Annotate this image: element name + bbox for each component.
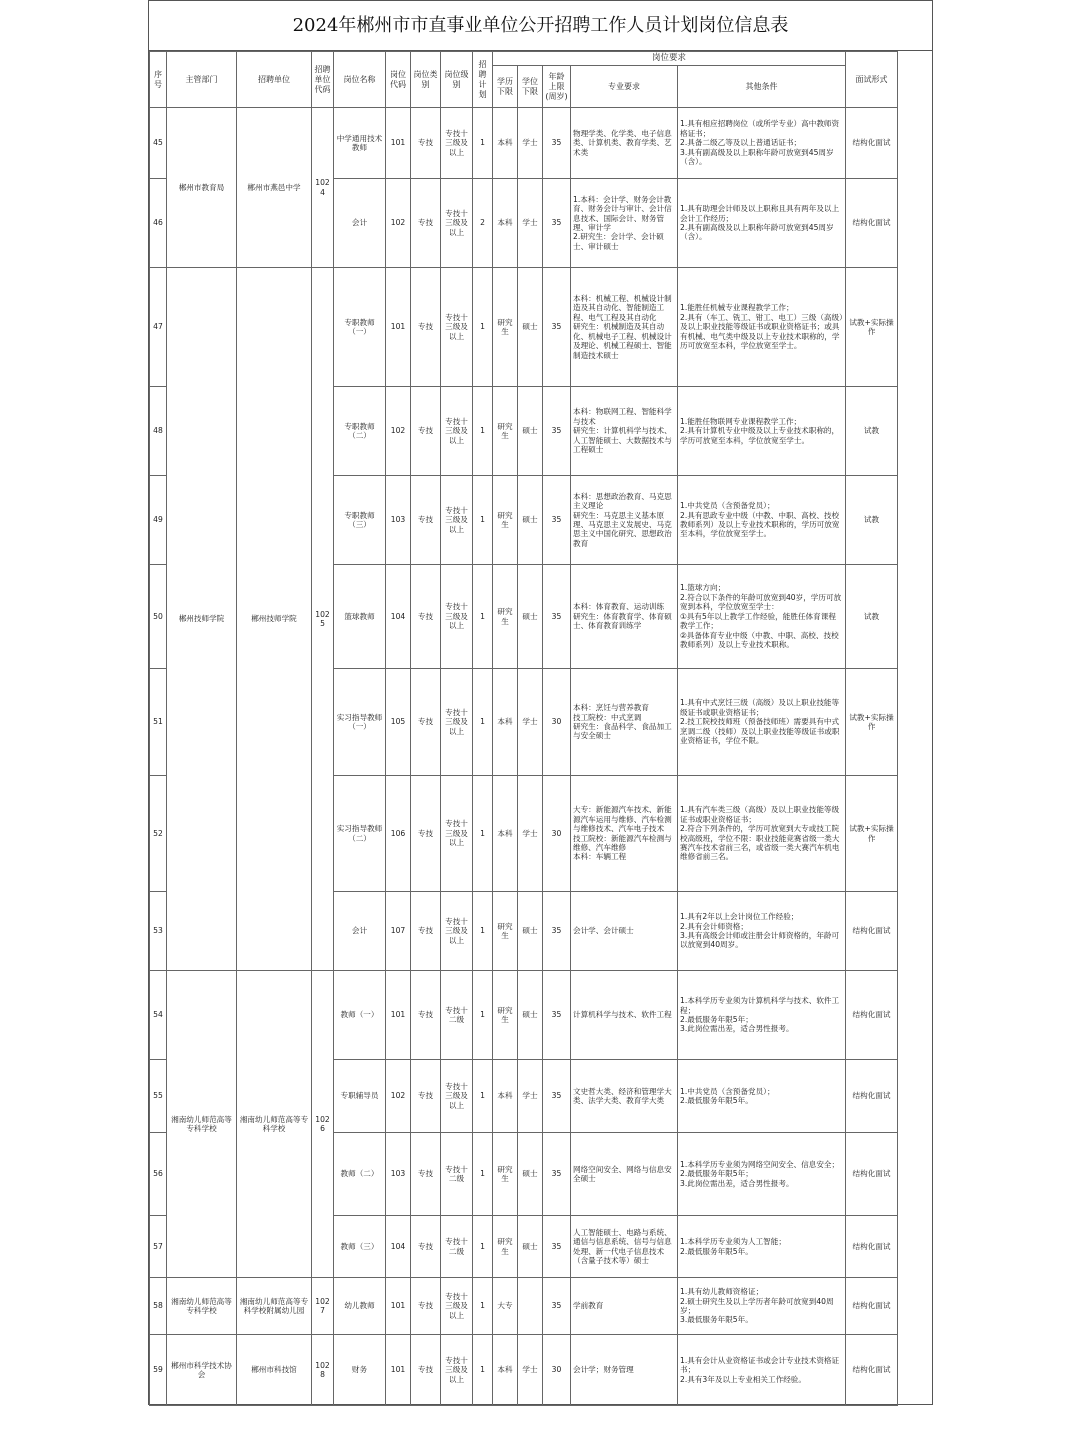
cell-age: 35 (543, 1278, 571, 1335)
cell-post-type: 专技 (411, 1216, 441, 1278)
cell-post-level: 专技十三级及以上 (441, 268, 473, 387)
header-interview: 面试形式 (846, 52, 898, 108)
cell-seq: 59 (150, 1335, 167, 1406)
cell-major: 人工智能硕士、电路与系统、通信与信息系统、信号与信息处理、新一代电子信息技术（含量子技术等）硕士 (571, 1216, 678, 1278)
cell-interview: 结构化面试 (846, 1060, 898, 1133)
cell-unit-code: 1026 (312, 971, 334, 1278)
cell-major: 物理学类、化学类、电子信息类、计算机类、教育学类、艺术类 (571, 108, 678, 179)
cell-seq: 55 (150, 1060, 167, 1133)
cell-edu: 本科 (493, 1060, 518, 1133)
cell-post-code: 107 (386, 892, 411, 971)
cell-major: 本科：思想政治教育、马克思主义理论 研究生：马克思主义基本原理、马克思主义发展史、马克思主义中国化研究、思想政治教育 (571, 476, 678, 565)
cell-edu: 本科 (493, 669, 518, 776)
cell-post-level: 专技十二级 (441, 971, 473, 1060)
cell-other: 1.具有汽车类三级（高级）及以上职业技能等级证书或职业资格证书； 2.符合下列条件的，学历可放宽到大专或技工院校高级班，学位不限：职业技能竞赛省级一类大赛汽车技术省前三名，或省级一类大赛汽车机电维修省前三名。 (678, 776, 846, 892)
header-edu: 学历下限 (493, 66, 518, 108)
cell-major: 本科：机械工程、机械设计制造及其自动化、智能制造工程、电气工程及其自动化 研究生：机械制造及其自动化、机械电子工程、机械设计及理论、机械工程硕士、智能制造技术硕士 (571, 268, 678, 387)
cell-edu: 研究生 (493, 1133, 518, 1216)
cell-edu: 研究生 (493, 268, 518, 387)
header-unit: 招聘单位 (237, 52, 312, 108)
cell-degree: 学士 (518, 179, 543, 268)
cell-edu: 研究生 (493, 476, 518, 565)
cell-post-type: 专技 (411, 179, 441, 268)
cell-post-code: 101 (386, 1335, 411, 1406)
cell-quota: 1 (473, 971, 493, 1060)
cell-unit-code: 1024 (312, 108, 334, 268)
cell-other: 1.具有相应招聘岗位（或所学专业）高中教师资格证书； 2.具备二级乙等及以上普通话证书； 3.具有副高级及以上职称年龄可放宽到45周岁（含）。 (678, 108, 846, 179)
cell-interview: 结构化面试 (846, 892, 898, 971)
cell-age: 35 (543, 476, 571, 565)
header-age: 年龄上限(周岁) (543, 66, 571, 108)
cell-post-level: 专技十三级及以上 (441, 179, 473, 268)
cell-other: 1.本科学历专业须为网络空间安全、信息安全； 2.最低服务年限5年； 3.此岗位需出差，适合男性报考。 (678, 1133, 846, 1216)
cell-post-code: 104 (386, 1216, 411, 1278)
cell-major: 1.本科：会计学、财务会计教育、财务会计与审计、会计信息技术、国际会计、财务管理、审计学 2.研究生：会计学、会计硕士、审计硕士 (571, 179, 678, 268)
cell-other: 1.具有幼儿教师资格证； 2.硕士研究生及以上学历者年龄可放宽到40周岁； 3.最低服务年限5年。 (678, 1278, 846, 1335)
cell-degree: 学士 (518, 1335, 543, 1406)
cell-post-name: 中学通用技术教师 (334, 108, 386, 179)
cell-post-code: 101 (386, 971, 411, 1060)
header-post-level: 岗位级别 (441, 52, 473, 108)
cell-other: 1.本科学历专业须为人工智能； 2.最低服务年限5年。 (678, 1216, 846, 1278)
cell-interview: 结构化面试 (846, 1278, 898, 1335)
cell-post-type: 专技 (411, 892, 441, 971)
cell-interview: 结构化面试 (846, 1216, 898, 1278)
cell-quota: 1 (473, 1060, 493, 1133)
cell-post-name: 会计 (334, 179, 386, 268)
cell-major: 本科：体育教育、运动训练 研究生：体育教育学、体育硕士、体育教育训练学 (571, 565, 678, 669)
cell-quota: 1 (473, 669, 493, 776)
cell-unit-code: 1028 (312, 1335, 334, 1406)
cell-unit: 湘南幼儿师范高等专科学校 (237, 971, 312, 1278)
header-quota: 招聘计划 (473, 52, 493, 108)
cell-other: 1.本科学历专业须为计算机科学与技术、软件工程； 2.最低服务年限5年； 3.此岗位需出差，适合男性报考。 (678, 971, 846, 1060)
cell-edu: 研究生 (493, 1216, 518, 1278)
cell-age: 30 (543, 776, 571, 892)
cell-age: 35 (543, 1060, 571, 1133)
table-row (150, 268, 898, 387)
cell-other: 1.具有会计从业资格证书或会计专业技术资格证书； 2.具有3年及以上专业相关工作经验。 (678, 1335, 846, 1406)
cell-quota: 1 (473, 1278, 493, 1335)
header-major: 专业要求 (571, 66, 678, 108)
cell-other: 1.具有中式烹饪三级（高级）及以上职业技能等级证书或职业资格证书； 2.技工院校技师班（预备技师班）需要具有中式烹调二级（技师）及以上职业技能等级证书或职业资格证书，学位不限。 (678, 669, 846, 776)
cell-post-code: 101 (386, 108, 411, 179)
cell-interview: 试教 (846, 387, 898, 476)
cell-post-code: 105 (386, 669, 411, 776)
cell-age: 35 (543, 892, 571, 971)
cell-post-name: 实习指导教师（一） (334, 669, 386, 776)
cell-age: 35 (543, 565, 571, 669)
cell-edu: 本科 (493, 108, 518, 179)
document-title: 2024年郴州市市直事业单位公开招聘工作人员计划岗位信息表 (149, 1, 932, 51)
cell-post-code: 102 (386, 179, 411, 268)
cell-major: 文史哲大类、经济和管理学大类、法学大类、教育学大类 (571, 1060, 678, 1133)
cell-seq: 45 (150, 108, 167, 179)
cell-age: 35 (543, 1133, 571, 1216)
cell-major: 网络空间安全、网络与信息安全硕士 (571, 1133, 678, 1216)
cell-post-code: 102 (386, 1060, 411, 1133)
table-row (150, 1335, 898, 1406)
cell-major: 大专：新能源汽车技术、新能源汽车运用与维修、汽车检测与维修技术、汽车电子技术 技工院校：新能源汽车检测与维修、汽车维修 本科：车辆工程 (571, 776, 678, 892)
cell-degree: 学士 (518, 776, 543, 892)
cell-seq: 54 (150, 971, 167, 1060)
cell-unit: 郴州市科技馆 (237, 1335, 312, 1406)
cell-post-type: 专技 (411, 1060, 441, 1133)
header-requirements: 岗位要求 (493, 52, 846, 66)
cell-quota: 1 (473, 776, 493, 892)
cell-post-name: 教师（二） (334, 1133, 386, 1216)
cell-degree: 硕士 (518, 971, 543, 1060)
cell-age: 35 (543, 1216, 571, 1278)
cell-other: 1.中共党员（含预备党员）； 2.具有思政专业中级（中教、中职、高校、技校教师系列）及以上专业技术职称的，学历可放宽至本科，学位放宽至学士。 (678, 476, 846, 565)
cell-post-type: 专技 (411, 108, 441, 179)
cell-interview: 结构化面试 (846, 108, 898, 179)
cell-seq: 56 (150, 1133, 167, 1216)
cell-post-name: 幼儿教师 (334, 1278, 386, 1335)
cell-unit-code: 1027 (312, 1278, 334, 1335)
cell-interview: 结构化面试 (846, 1335, 898, 1406)
cell-post-name: 教师（一） (334, 971, 386, 1060)
cell-other: 1.篮球方向； 2.符合以下条件的年龄可放宽到40岁，学历可放宽到本科，学位放宽至学士： ①具有5年以上教学工作经验，能胜任体育课程教学工作； ②具备体育专业中级（中教、中职、高校、技校教师系列）及以上专业技术职称。 (678, 565, 846, 669)
cell-seq: 52 (150, 776, 167, 892)
cell-major: 本科：物联网工程、智能科学与技术 研究生：计算机科学与技术、人工智能硕士、大数据技术与工程硕士 (571, 387, 678, 476)
cell-interview: 试教+实际操作 (846, 268, 898, 387)
cell-post-type: 专技 (411, 1133, 441, 1216)
cell-post-level: 专技十三级及以上 (441, 776, 473, 892)
cell-quota: 1 (473, 1335, 493, 1406)
cell-age: 35 (543, 387, 571, 476)
positions-table (149, 51, 898, 1406)
cell-seq: 53 (150, 892, 167, 971)
cell-interview: 试教 (846, 565, 898, 669)
cell-quota: 1 (473, 565, 493, 669)
cell-unit: 湘南幼儿师范高等专科学校附属幼儿园 (237, 1278, 312, 1335)
cell-dept: 湘南幼儿师范高等专科学校 (167, 971, 237, 1278)
header-degree: 学位下限 (518, 66, 543, 108)
header-other: 其他条件 (678, 66, 846, 108)
cell-major: 会计学、会计硕士 (571, 892, 678, 971)
cell-age: 35 (543, 971, 571, 1060)
cell-post-level: 专技十三级及以上 (441, 476, 473, 565)
cell-degree: 学士 (518, 669, 543, 776)
header-post-type: 岗位类别 (411, 52, 441, 108)
cell-interview: 结构化面试 (846, 179, 898, 268)
cell-seq: 47 (150, 268, 167, 387)
cell-other: 1.能胜任机械专业课程教学工作； 2.具有（车工、铣工、钳工、电工）三级（高级）及以上职业技能等级证书或职业资格证书；或具有机械、电气类中级及以上专业技术职称的，学历可放宽至本科，学位放宽至学士。 (678, 268, 846, 387)
cell-post-type: 专技 (411, 776, 441, 892)
header-post-name: 岗位名称 (334, 52, 386, 108)
cell-quota: 1 (473, 1133, 493, 1216)
cell-age: 35 (543, 268, 571, 387)
cell-seq: 49 (150, 476, 167, 565)
cell-post-level: 专技十二级 (441, 1216, 473, 1278)
cell-degree: 硕士 (518, 387, 543, 476)
table-body (150, 108, 898, 1406)
cell-post-code: 103 (386, 476, 411, 565)
cell-post-type: 专技 (411, 1335, 441, 1406)
cell-edu: 本科 (493, 776, 518, 892)
header-post-code: 岗位代码 (386, 52, 411, 108)
table-container (149, 51, 898, 1406)
cell-major: 计算机科学与技术、软件工程 (571, 971, 678, 1060)
cell-major: 学前教育 (571, 1278, 678, 1335)
cell-dept: 湘南幼儿师范高等专科学校 (167, 1278, 237, 1335)
cell-quota: 2 (473, 179, 493, 268)
cell-edu: 研究生 (493, 387, 518, 476)
cell-edu: 研究生 (493, 892, 518, 971)
cell-other: 1.能胜任物联网专业课程教学工作； 2.具有计算机专业中级及以上专业技术职称的，学历可放宽至本科，学位放宽至学士。 (678, 387, 846, 476)
table-row (150, 108, 898, 179)
cell-post-level: 专技十三级及以上 (441, 565, 473, 669)
cell-edu: 本科 (493, 1335, 518, 1406)
cell-degree: 学士 (518, 1060, 543, 1133)
cell-edu: 研究生 (493, 971, 518, 1060)
cell-post-code: 101 (386, 1278, 411, 1335)
cell-seq: 51 (150, 669, 167, 776)
cell-major: 本科：烹饪与营养教育 技工院校：中式烹调 研究生：食品科学、食品加工与安全硕士 (571, 669, 678, 776)
header-seq: 序号 (150, 52, 167, 108)
cell-post-type: 专技 (411, 565, 441, 669)
cell-post-name: 实习指导教师（二） (334, 776, 386, 892)
cell-quota: 1 (473, 387, 493, 476)
cell-post-type: 专技 (411, 971, 441, 1060)
cell-post-level: 专技十三级及以上 (441, 1060, 473, 1133)
cell-post-name: 篮球教师 (334, 565, 386, 669)
cell-major: 会计学；财务管理 (571, 1335, 678, 1406)
header-unit-code: 招聘单位代码 (312, 52, 334, 108)
cell-dept: 郴州市科学技术协会 (167, 1335, 237, 1406)
cell-interview: 试教+实际操作 (846, 669, 898, 776)
cell-interview: 结构化面试 (846, 971, 898, 1060)
cell-interview: 结构化面试 (846, 1133, 898, 1216)
cell-post-type: 专技 (411, 476, 441, 565)
cell-post-level: 专技十二级 (441, 1133, 473, 1216)
cell-interview: 试教 (846, 476, 898, 565)
cell-post-name: 专职辅导员 (334, 1060, 386, 1133)
cell-post-type: 专技 (411, 669, 441, 776)
cell-edu: 本科 (493, 179, 518, 268)
cell-degree: 硕士 (518, 1216, 543, 1278)
cell-post-code: 103 (386, 1133, 411, 1216)
cell-post-name: 财务 (334, 1335, 386, 1406)
cell-quota: 1 (473, 892, 493, 971)
cell-post-code: 102 (386, 387, 411, 476)
cell-degree: 硕士 (518, 1133, 543, 1216)
cell-quota: 1 (473, 268, 493, 387)
cell-other: 1.具有助理会计师及以上职称且具有两年及以上会计工作经历； 2.具有副高级及以上职称年龄可放宽到45周岁（含）。 (678, 179, 846, 268)
cell-post-level: 专技十三级及以上 (441, 1335, 473, 1406)
recruitment-table-sheet (148, 0, 933, 1405)
cell-post-code: 104 (386, 565, 411, 669)
cell-post-level: 专技十三级及以上 (441, 387, 473, 476)
cell-degree (518, 1278, 543, 1335)
cell-post-code: 101 (386, 268, 411, 387)
table-row (150, 971, 898, 1060)
cell-edu: 大专 (493, 1278, 518, 1335)
header-dept: 主管部门 (167, 52, 237, 108)
cell-edu: 研究生 (493, 565, 518, 669)
cell-seq: 50 (150, 565, 167, 669)
cell-seq: 58 (150, 1278, 167, 1335)
cell-degree: 硕士 (518, 476, 543, 565)
cell-post-level: 专技十三级及以上 (441, 108, 473, 179)
cell-post-type: 专技 (411, 1278, 441, 1335)
cell-post-name: 专职教师（一） (334, 268, 386, 387)
cell-quota: 1 (473, 1216, 493, 1278)
cell-other: 1.具有2年以上会计岗位工作经验； 2.具有会计师资格； 3.具有高级会计师或注册会计师资格的，年龄可以放宽到40周岁。 (678, 892, 846, 971)
cell-degree: 硕士 (518, 268, 543, 387)
cell-age: 30 (543, 669, 571, 776)
cell-degree: 学士 (518, 108, 543, 179)
cell-unit-code: 1025 (312, 268, 334, 971)
cell-quota: 1 (473, 108, 493, 179)
cell-post-name: 专职教师（二） (334, 387, 386, 476)
cell-interview: 试教+实际操作 (846, 776, 898, 892)
cell-seq: 57 (150, 1216, 167, 1278)
cell-quota: 1 (473, 476, 493, 565)
cell-unit: 郴州市燕邑中学 (237, 108, 312, 268)
cell-dept: 郴州技师学院 (167, 268, 237, 971)
cell-seq: 46 (150, 179, 167, 268)
cell-post-name: 会计 (334, 892, 386, 971)
cell-post-type: 专技 (411, 268, 441, 387)
cell-post-level: 专技十三级及以上 (441, 669, 473, 776)
cell-post-type: 专技 (411, 387, 441, 476)
cell-other: 1.中共党员（含预备党员）； 2.最低服务年限5年。 (678, 1060, 846, 1133)
cell-degree: 硕士 (518, 892, 543, 971)
cell-seq: 48 (150, 387, 167, 476)
cell-post-code: 106 (386, 776, 411, 892)
cell-degree: 硕士 (518, 565, 543, 669)
cell-post-name: 专职教师（三） (334, 476, 386, 565)
table-row (150, 1278, 898, 1335)
cell-post-name: 教师（三） (334, 1216, 386, 1278)
cell-age: 35 (543, 108, 571, 179)
cell-dept: 郴州市教育局 (167, 108, 237, 268)
cell-unit: 郴州技师学院 (237, 268, 312, 971)
cell-age: 35 (543, 179, 571, 268)
cell-post-level: 专技十三级及以上 (441, 892, 473, 971)
cell-age: 30 (543, 1335, 571, 1406)
cell-post-level: 专技十三级及以上 (441, 1278, 473, 1335)
